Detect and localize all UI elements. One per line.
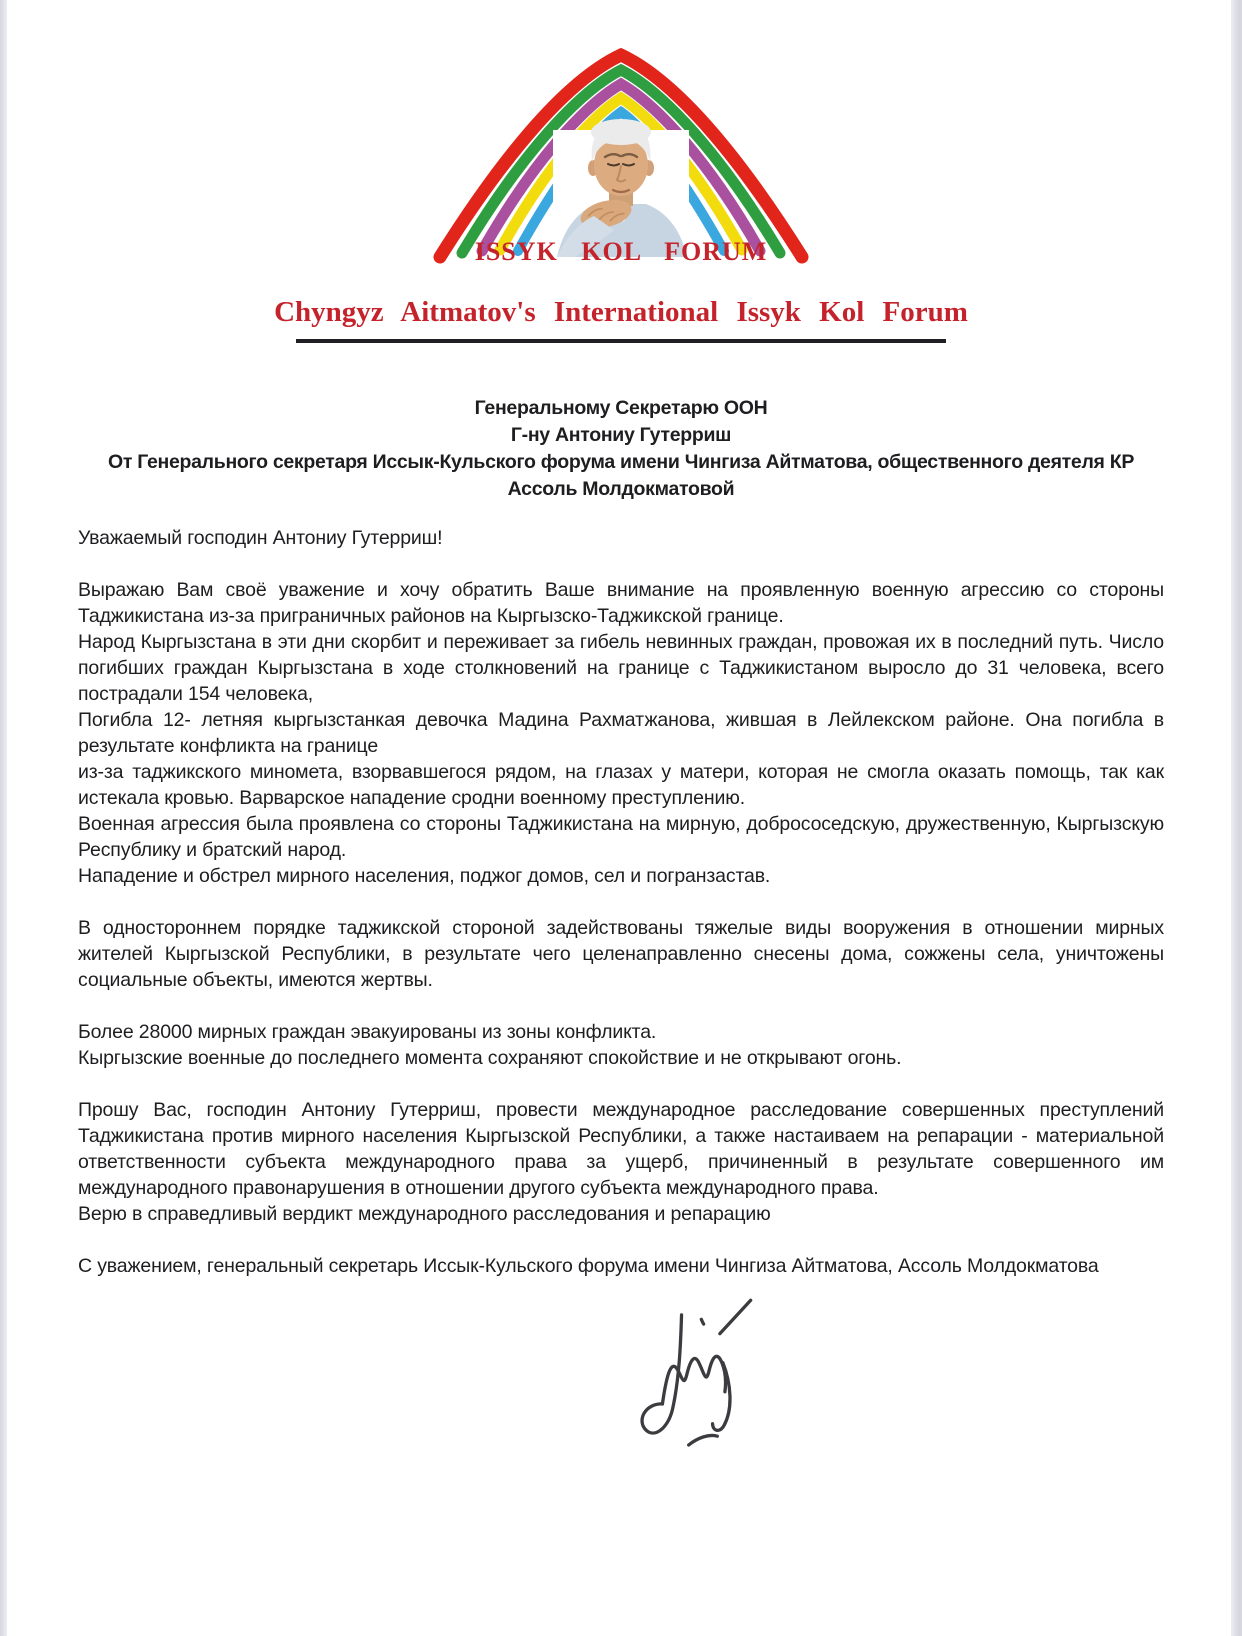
recipient-line: Г-ну Антониу Гутерриш <box>510 424 732 446</box>
recipient-line: Генеральному Секретарю ООН <box>474 397 768 419</box>
body-paragraph: Прошу Вас, господин Антониу Гутерриш, провести международное расследование совершенных преступлений Таджикистана против мирного населения Кыргызской Республики, а также настаиваем на репарации - материальной ответственности субъекта международного права за ущерб, причиненный в результате совершенного им международного правонарушения в отношении другого субъекта международного права. <box>78 1099 1164 1199</box>
recipient-block <box>78 395 1164 503</box>
recipient-line: От Генерального секретаря Иссык-Кульского форума имени Чингиза Айтматова, общественного деятеля КР <box>107 451 1135 473</box>
recipient-line: Ассоль Молдокматовой <box>507 478 735 500</box>
body-paragraph: Выражаю Вам своё уважение и хочу обратить Ваше внимание на проявленную военную агрессию со стороны Таджикистана из-за приграничных районов на Кыргызско-Таджикской границе. <box>78 579 1164 627</box>
handwritten-signature <box>580 1286 802 1475</box>
letterhead <box>0 0 1242 343</box>
letter-body <box>78 525 1164 1279</box>
page-edge-left <box>0 0 7 1636</box>
signature-area <box>0 1293 1242 1468</box>
page-edge-right <box>1231 0 1242 1636</box>
paragraph-group <box>78 915 1164 993</box>
salutation: Уважаемый господин Антониу Гутерриш! <box>78 527 443 549</box>
body-paragraph: из-за таджикского миномета, взорвавшегося рядом, на глазах у матери, которая не смогла оказать помощь, так как истекала кровью. Варварское нападение сродни военному преступлению. <box>78 761 1164 809</box>
logo-tagline: Chyngyz Aitmatov's International Issyk Kol Forum <box>274 296 968 328</box>
closing-paragraph-group <box>78 1253 1164 1279</box>
logo-wordmark: ISSYK KOL FORUM <box>474 237 768 266</box>
paragraph-group <box>78 1097 1164 1227</box>
body-paragraph: Верю в справедливый вердикт международного расследования и репарацию <box>78 1203 771 1225</box>
body-paragraph: Более 28000 мирных граждан эвакуированы из зоны конфликта. <box>78 1021 657 1043</box>
body-paragraph: Народ Кыргызстана в эти дни скорбит и переживает за гибель невинных граждан, провожая их в последний путь. Число погибших граждан Кыргызстана в ходе столкновений на границе с Таджикистаном выросло до 31 человека, всего пострадали 154 человека, <box>78 631 1164 705</box>
body-paragraph: Кыргызские военные до последнего момента сохраняют спокойствие и не открывают огонь. <box>78 1047 902 1069</box>
letterhead-divider <box>296 339 946 343</box>
paragraph-group <box>78 1019 1164 1071</box>
paragraph-group <box>78 577 1164 889</box>
body-paragraph: Нападение и обстрел мирного населения, поджог домов, сел и погранзастав. <box>78 865 771 887</box>
issyk-kol-forum-logo <box>426 44 816 272</box>
body-paragraph: В одностороннем порядке таджикской стороной задействованы тяжелые виды вооружения в отношении мирных жителей Кыргызской Республики, в результате чего целенаправленно снесены дома, сожжены села, уничтожены социальные объекты, имеются жертвы. <box>78 917 1164 991</box>
closing-paragraph: С уважением, генеральный секретарь Иссык-Кульского форума имени Чингиза Айтматова, Ассоль Молдокматова <box>78 1255 1099 1277</box>
body-paragraph: Погибла 12- летняя кыргызстанкая девочка Мадина Рахматжанова, жившая в Лейлекском районе. Она погибла в результате конфликта на границе <box>78 709 1164 757</box>
body-paragraph: Военная агрессия была проявлена со стороны Таджикистана на мирную, добрососедскую, дружественную, Кыргызскую Республику и братский народ. <box>78 813 1164 861</box>
